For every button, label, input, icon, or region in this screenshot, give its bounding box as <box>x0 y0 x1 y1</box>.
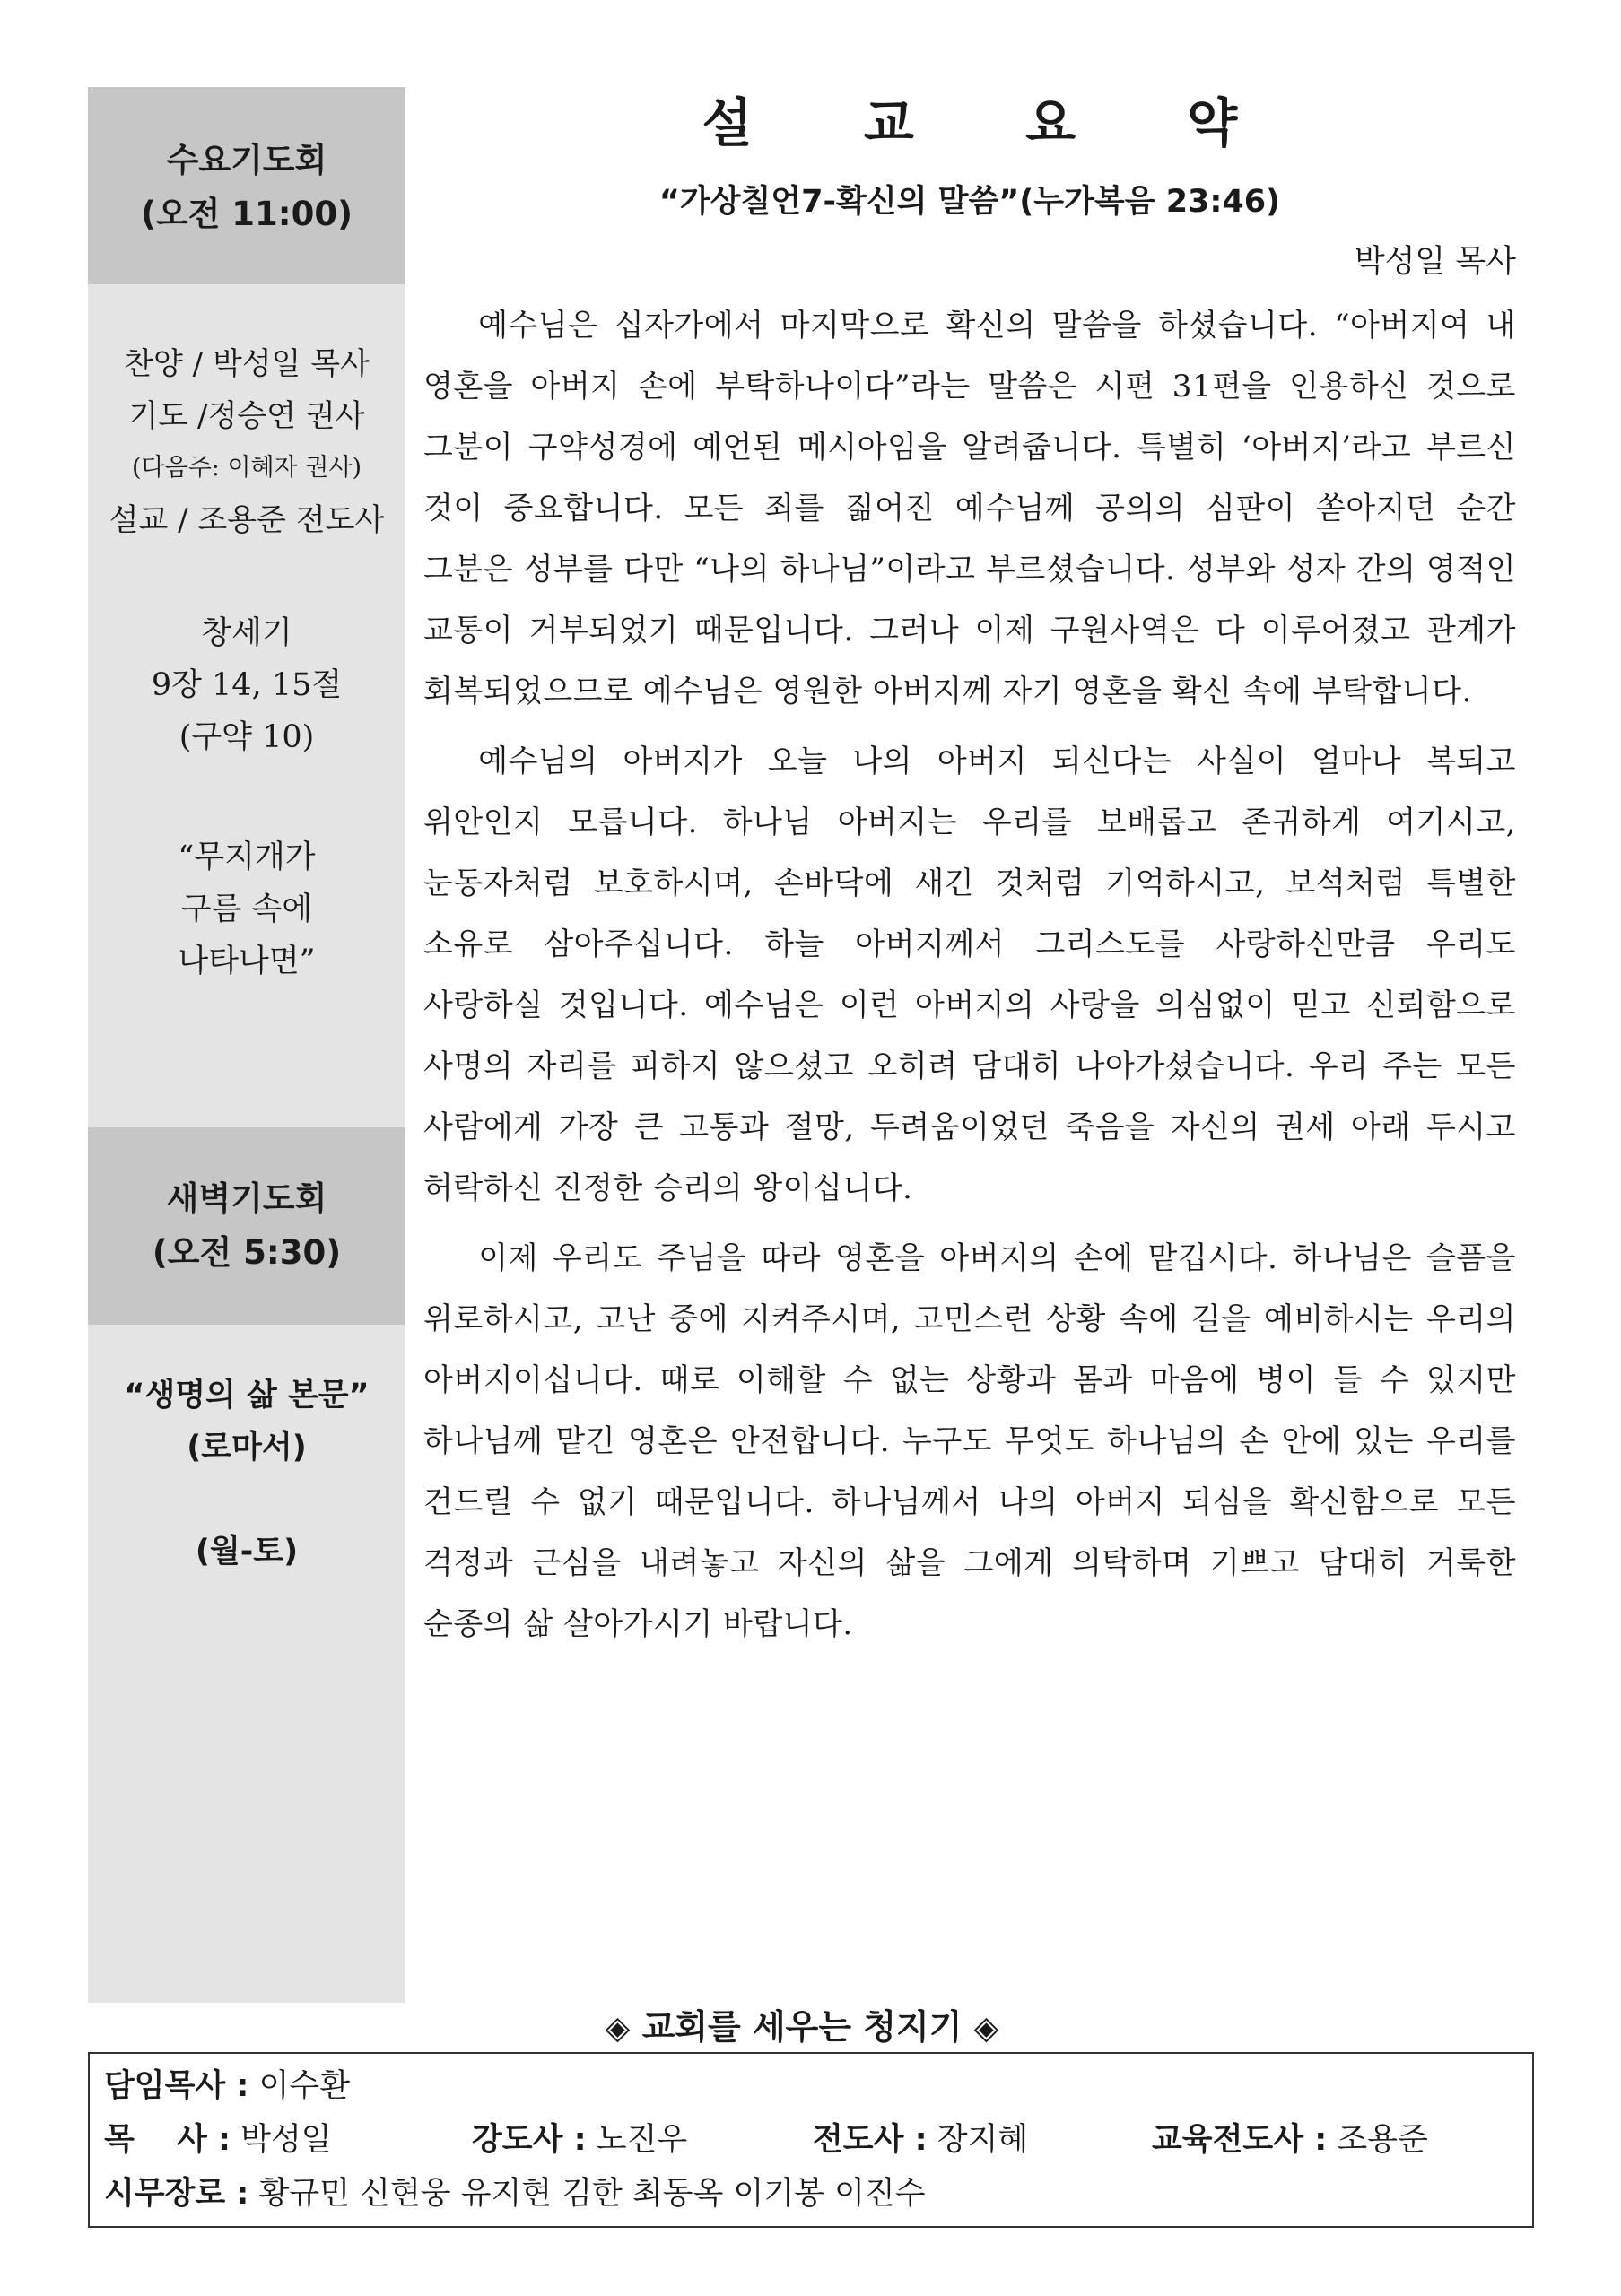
diamond-icon: ◈ <box>605 2010 631 2047</box>
elders-names: 황규민 신현웅 유지현 김한 최동옥 이기봉 이진수 <box>258 2176 926 2212</box>
elders-label: 시무장로 : <box>104 2176 249 2212</box>
role-prayer: 기도 /정승연 권사 <box>128 398 365 434</box>
sermon-paragraph-2: 예수님의 아버지가 오늘 나의 아버지 되신다는 사실이 얼마나 복되고 위안인지 모릅니다. 하나님 아버지는 우리를 보배롭고 존귀하게 여기시고, 눈동자처럼 보호하시며, 손바닥에 새긴 것처럼 기억하시고, 보석처럼 특별한 소유로 삼아주십니다. 하늘 아버지께서 그리스도를 사랑하신만큼 우리도 사랑하실 것입니다. 예수님은 이런 아버지의 사랑을 의심없이 믿고 신뢰함으로 사명의 자리를 피하지 않으셨고 오히려 담대히 나아가셨습니다. 우리 주는 모든 사람에게 가장 큰 고통과 절망, 두려움이었던 죽음을 자신의 권세 아래 두시고 허락하신 진정한 승리의 왕이십니다. <box>423 744 1516 1206</box>
evangelist-entry <box>813 2113 1028 2167</box>
edu-evangelist-name: 조용준 <box>1337 2122 1428 2158</box>
wednesday-service-title: 수요기도회 <box>166 141 327 179</box>
evangelist-name: 장지혜 <box>937 2122 1029 2158</box>
staff-row-senior <box>104 2059 1532 2113</box>
lecturer-entry <box>472 2113 687 2167</box>
sermon-preacher: 박성일 목사 <box>1354 244 1516 280</box>
passage-title-line: “무지개가 <box>178 839 316 875</box>
passage-title-line: 구름 속에 <box>180 891 313 927</box>
staff-row-ministers <box>104 2113 1532 2167</box>
wednesday-service-header <box>88 87 405 284</box>
staff-row-elders <box>104 2167 1532 2221</box>
role-sermon: 설교 / 조용준 전도사 <box>109 502 385 538</box>
dawn-service-info <box>88 1370 405 1578</box>
dawn-info-book: (로마서) <box>187 1430 307 1465</box>
dawn-service-title: 새벽기도회 <box>166 1179 327 1218</box>
sermon-paragraph-3: 이제 우리도 주님을 따라 영혼을 아버지의 손에 맡깁시다. 하나님은 슬픔을 위로하시고, 고난 중에 지켜주시며, 고민스런 상황 속에 길을 예비하시는 우리의 아버지이십니다. 때로 이해할 수 없는 상황과 몸과 마음에 병이 들 수 있지만 하나님께 맡긴 영혼은 안전합니다. 누구도 무엇도 하나님의 손 안에 있는 우리를 건드릴 수 없기 때문입니다. 하나님께서 나의 아버지 되심을 확신함으로 모든 걱정과 근심을 내려놓고 자신의 삶을 그에게 의탁하며 기쁘고 담대히 거룩한 순종의 삶 살아가시기 바랍니다. <box>423 1240 1516 1642</box>
passage-verses: 9장 14, 15절 <box>151 667 343 703</box>
passage-title-line: 나타나면” <box>178 944 316 979</box>
senior-pastor-label: 담임목사 : <box>104 2068 249 2104</box>
passage-page: (구약 10) <box>179 719 315 755</box>
lecturer-name: 노진우 <box>596 2122 688 2158</box>
dawn-info-days: (월-토) <box>195 1534 299 1570</box>
pastor-name: 박성일 <box>240 2122 332 2158</box>
evangelist-label: 전도사 : <box>813 2122 928 2158</box>
sermon-summary <box>423 87 1516 1655</box>
wednesday-service-time: (오전 11:00) <box>141 195 353 233</box>
staff-heading-text: 교회를 세우는 청지기 <box>641 2007 963 2047</box>
lecturer-label: 강도사 : <box>472 2122 587 2158</box>
service-roles <box>88 338 405 546</box>
passage-title <box>88 831 405 987</box>
diamond-icon: ◈ <box>973 2010 999 2047</box>
dawn-service-header <box>88 1127 405 1325</box>
role-praise: 찬양 / 박성일 목사 <box>124 346 370 382</box>
role-next-prayer: (다음주: 이혜자 권사) <box>132 454 362 482</box>
sermon-subtitle: “가상칠언7-확신의 말씀”(누가복음 23:46) <box>658 184 1281 220</box>
edu-evangelist-entry <box>1152 2113 1428 2167</box>
scripture-passage <box>88 607 405 763</box>
senior-pastor-name: 이수환 <box>258 2068 351 2104</box>
dawn-service-time: (오전 5:30) <box>152 1233 342 1272</box>
pastor-label: 목 사 : <box>104 2122 231 2158</box>
sermon-summary-title: 설 교 요 약 <box>702 92 1285 153</box>
passage-book: 창세기 <box>201 615 292 651</box>
pastor-entry <box>104 2113 332 2167</box>
sidebar <box>88 87 405 2003</box>
edu-evangelist-label: 교육전도사 : <box>1152 2122 1328 2158</box>
staff-box <box>88 2052 1534 2228</box>
dawn-info-text: “생명의 삶 본문” <box>124 1378 370 1413</box>
sermon-paragraph-1: 예수님은 십자가에서 마지막으로 확신의 말씀을 하셨습니다. “아버지여 내 영혼을 아버지 손에 부탁하나이다”라는 말씀은 시편 31편을 인용하신 것으로 그분이 구약성경에 예언된 메시아임을 알려줍니다. 특별히 ‘아버지’라고 부르신 것이 중요합니다. 모든 죄를 짊어진 예수님께 공의의 심판이 쏟아지던 순간 그분은 성부를 다만 “나의 하나님”이라고 부르셨습니다. 성부와 성자 간의 영적인 교통이 거부되었기 때문입니다. 그러나 이제 구원사역은 다 이루어졌고 관계가 회복되었으므로 예수님은 영원한 아버지께 자기 영혼을 확신 속에 부탁합니다. <box>423 308 1516 709</box>
staff-heading <box>88 2000 1516 2056</box>
